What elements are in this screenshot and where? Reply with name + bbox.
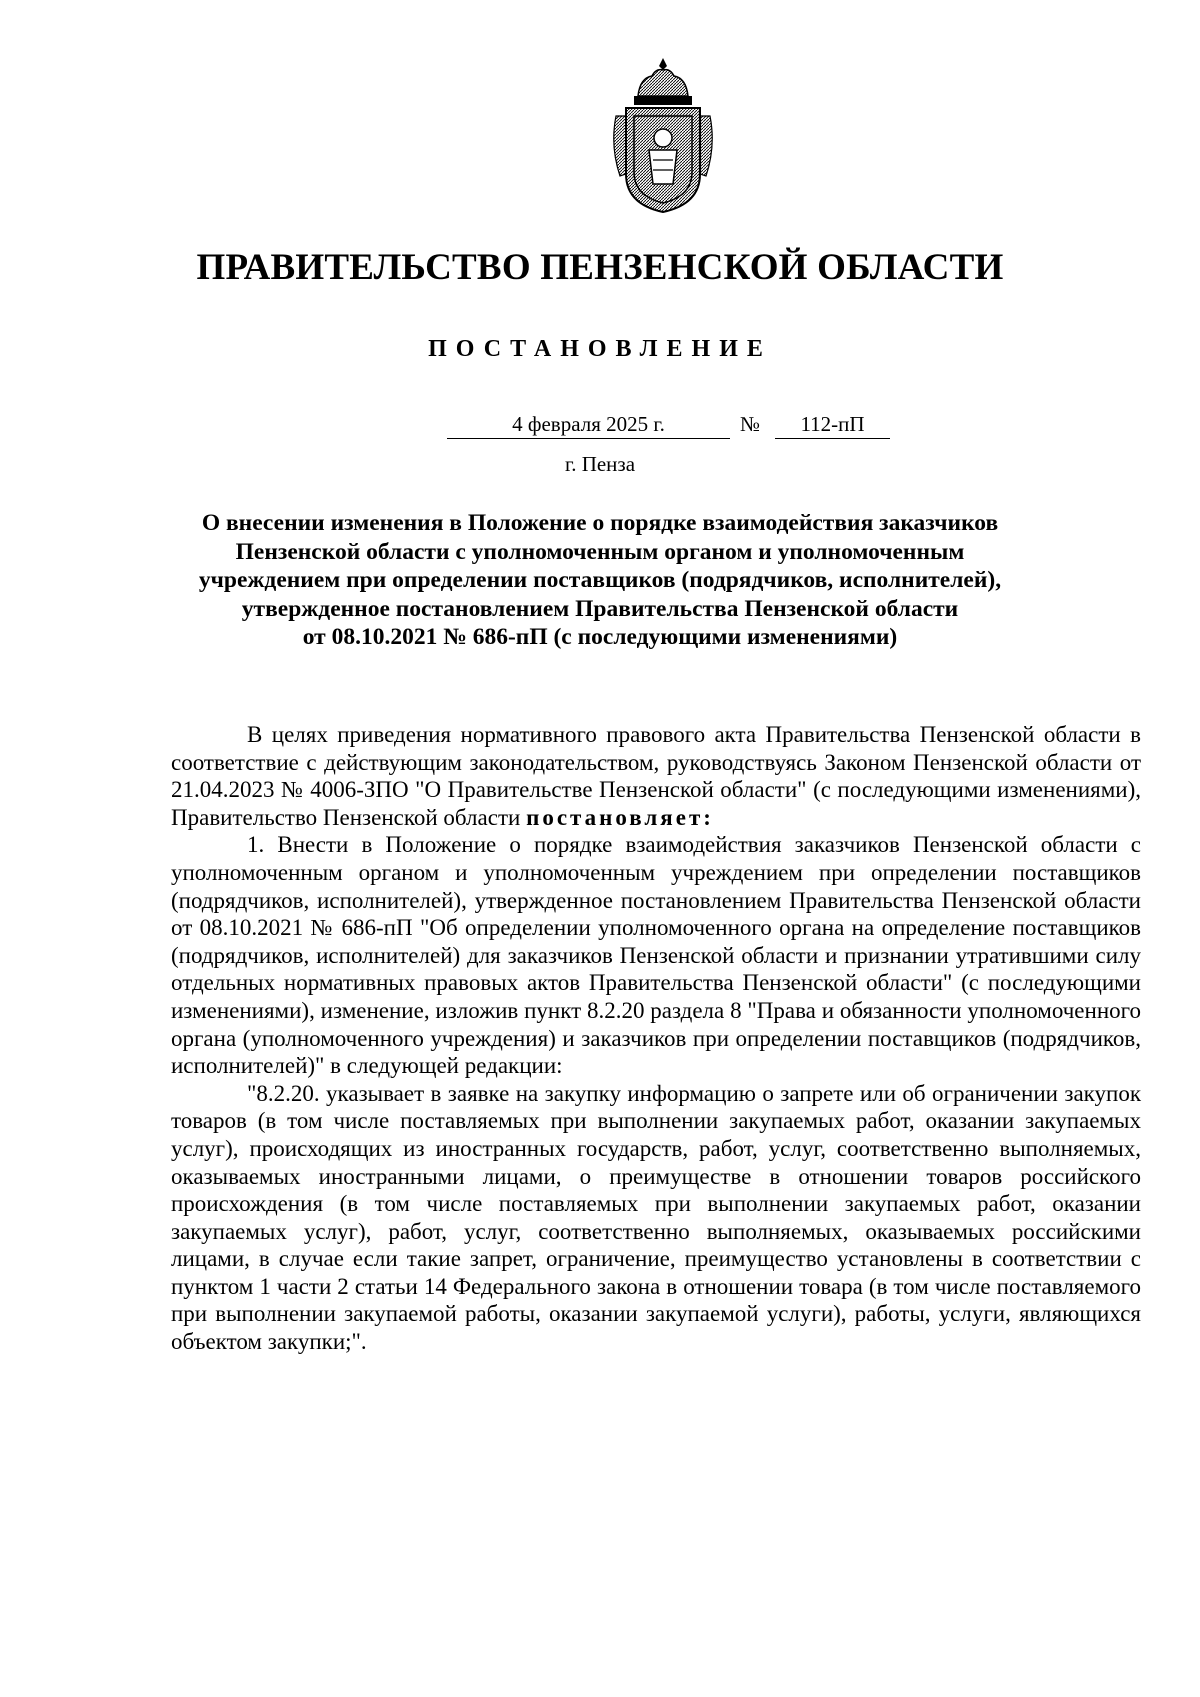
number-sign: № [740, 412, 761, 436]
document-heading [160, 509, 1040, 652]
date-number-line [0, 410, 1200, 440]
document-date: 4 февраля 2025 г. [447, 410, 730, 439]
heading-line: учреждением при определении поставщиков (подрядчиков, исполнителей), [198, 567, 1002, 593]
quoted-clause-paragraph: "8.2.20. указывает в заявке на закупку информацию о запрете или об ограничении закупок товаров (в том числе поставляемых при выполнении закупаемых работ, оказании закупаемых услуг), происходящих из иностранных государств, работ, услуг, соответственно выполняемых, оказываемых иностранными лицами, о преимуществе в отношении товаров российского происхождения (в том числе поставляемых при выполнении закупаемых работ, оказании закупаемых услуг), работ, услуг, соответственно выполняемых, оказываемых российскими лицами, в случае если такие запрет, ограничение, преимущество установлены в соответствии с пунктом 1 части 2 статьи 14 Федерального закона в отношении товара (в том числе поставляемого при выполнении закупаемой работы, оказании закупаемой услуги), работы, услуги, являющихся объектом закупки;". [171, 1080, 1141, 1355]
organization-title: ПРАВИТЕЛЬСТВО ПЕНЗЕНСКОЙ ОБЛАСТИ [196, 247, 1004, 288]
heading-line: Пензенской области с уполномоченным органом и уполномоченным [235, 538, 965, 565]
preamble-text: В целях приведения нормативного правового акта Правительства Пензенской области в соответствие с действующим законодательством, руководствуясь Законом Пензенской области от 21.04.2023 № 4006-ЗПО "О Правительстве Пензенской области" (с последующими изменениями), Правительство Пензенской области [171, 722, 1141, 830]
heading-line: утвержденное постановлением Правительства Пензенской области [241, 595, 959, 622]
resolves-word: постановляет: [526, 804, 714, 830]
document-city: г. Пенза [564, 452, 636, 476]
heading-line: от 08.10.2021 № 686-пП (с последующими изменениями) [302, 624, 898, 650]
document-number: 112-пП [775, 410, 890, 439]
document-body [171, 721, 1141, 1356]
item-1-paragraph: 1. Внести в Положение о порядке взаимодействия заказчиков Пензенской области с уполномоченным органом и уполномоченным учреждением при определении поставщиков (подрядчиков, исполнителей), утвержденное постановлением Правительства Пензенской области от 08.10.2021 № 686-пП "Об определении уполномоченного органа на определение поставщиков (подрядчиков, исполнителей) для заказчиков Пензенской области и признании утратившими силу отдельных нормативных правовых актов Правительства Пензенской области" (с последующими изменениями), изменение, изложив пункт 8.2.20 раздела 8 "Права и обязанности уполномоченного органа (уполномоченного учреждения) и заказчиков при определении поставщиков (подрядчиков, исполнителей)" в следующей редакции: [171, 832, 1141, 1079]
heading-line: О внесении изменения в Положение о порядке взаимодействия заказчиков [201, 510, 999, 536]
preamble-paragraph [171, 721, 1141, 831]
penza-coat-of-arms-icon [604, 56, 722, 216]
document-type: ПОСТАНОВЛЕНИЕ [428, 336, 772, 362]
